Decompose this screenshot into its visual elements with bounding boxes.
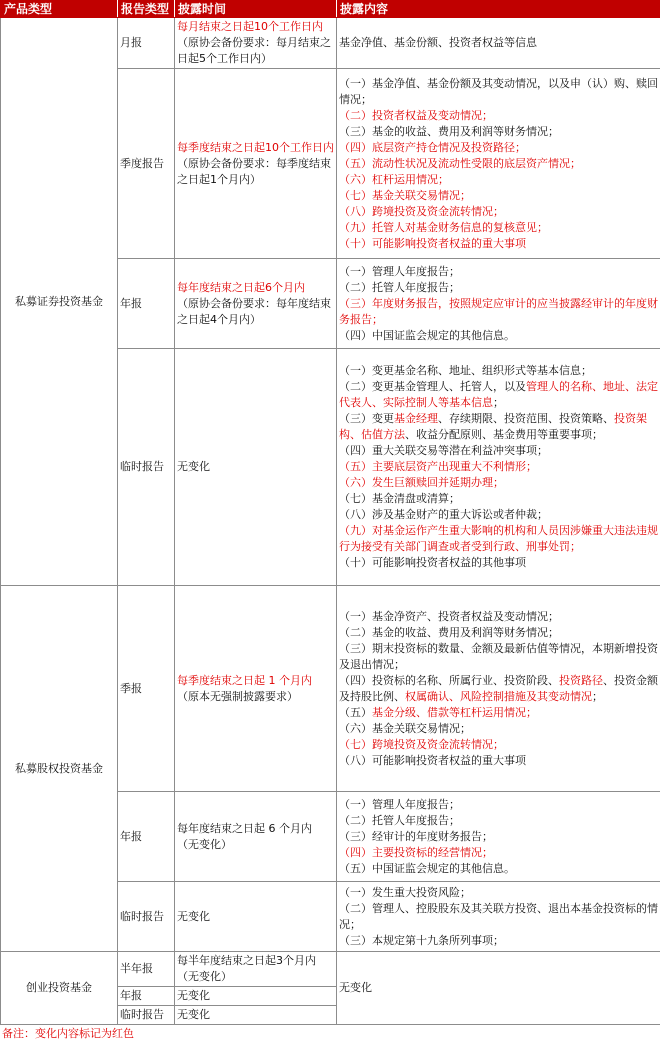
text-line: （三）基金的收益、费用及利润等财务情况； — [339, 124, 658, 140]
text-segment: 权属确认、风险控制措施及其变动情况 — [405, 690, 592, 703]
text-line: （七）基金关联交易情况； — [339, 188, 658, 204]
disclosure-time-cell — [175, 349, 337, 586]
text-line: （三）本规定第十九条所列事项； — [339, 933, 658, 949]
text-segment: （八）涉及基金财产的重大诉讼或者仲裁； — [339, 508, 548, 521]
text-segment: 投资路径 — [559, 674, 603, 687]
text-line: 每年度结束之日起6个月内 — [177, 280, 334, 296]
report-type-cell: 月报 — [118, 18, 175, 69]
text-line — [339, 753, 658, 769]
footnote: 备注：变化内容标记为红色 — [0, 1025, 660, 1043]
report-type-cell: 临时报告 — [118, 882, 175, 952]
disclosure-content-cell — [337, 69, 660, 259]
text-segment: 管理人的名称、地址、法定代表人、实际控制人等基本信息 — [339, 380, 658, 409]
text-line: （三）经审计的年度财务报告； — [339, 829, 658, 845]
disclosure-content-cell — [337, 349, 660, 586]
text-line: （四）底层资产持仓情况及投资路径； — [339, 140, 658, 156]
report-type-cell: 季度报告 — [118, 69, 175, 259]
report-type-cell: 年报 — [118, 259, 175, 349]
text-segment: （一）变更基金名称、地址、组织形式等基本信息； — [339, 364, 592, 377]
text-line: 每季度结束之日起10个工作日内 — [177, 140, 334, 156]
product-securities-fund: 私募证券投资基金 — [1, 18, 118, 586]
text-line: （一）管理人年度报告； — [339, 797, 658, 813]
text-segment: 基金分级、借款等杠杆运用情况； — [372, 706, 537, 719]
disclosure-content-cell — [337, 882, 660, 952]
disclosure-content-cell: 无变化 — [337, 952, 660, 1025]
text-line — [339, 363, 658, 379]
text-segment: （五） — [339, 706, 372, 719]
text-segment: （二）基金的收益、费用及利润等财务情况； — [339, 626, 559, 639]
text-line: （二）管理人、控股股东及其关联方投资、退出本基金投资标的情况； — [339, 901, 658, 933]
text-line: （原协会备份要求：每月结束之日起5个工作日内） — [177, 35, 334, 67]
header-product-type: 产品类型 — [1, 1, 118, 18]
text-segment: （四）投资标的名称、所属行业、投资阶段、 — [339, 674, 559, 687]
disclosure-time-cell — [175, 1006, 337, 1025]
disclosure-content-cell — [337, 586, 660, 792]
text-line: （二）投资者权益及变动情况； — [339, 108, 658, 124]
disclosure-time-cell — [175, 882, 337, 952]
header-disclosure-time: 披露时间 — [175, 1, 337, 18]
text-line: 每季度结束之日起 1 个月内 — [177, 673, 334, 689]
text-line: （原协会备份要求：每年度结束之日起4个月内） — [177, 296, 334, 328]
text-segment: 、存续期限、投资范围、投资策略、 — [438, 412, 614, 425]
text-line: （十）可能影响投资者权益的重大事项 — [339, 236, 658, 252]
text-line: （一）基金净值、基金份额及其变动情况，以及申（认）购、赎回情况； — [339, 76, 658, 108]
text-line — [339, 459, 658, 475]
text-segment: 、投资金额及持股比例、 — [339, 674, 658, 703]
text-segment: （四）重大关联交易等潜在利益冲突事项； — [339, 444, 548, 457]
header-row — [1, 1, 660, 18]
disclosure-time-cell — [175, 259, 337, 349]
disclosure-time-cell — [175, 18, 337, 69]
text-line: （八）跨境投资及资金流转情况； — [339, 204, 658, 220]
text-segment: （六）基金关联交易情况； — [339, 722, 471, 735]
text-line: （原本无强制披露要求） — [177, 689, 334, 705]
text-segment: （十）可能影响投资者权益的其他事项 — [339, 556, 526, 569]
text-line — [339, 555, 658, 571]
text-segment: （三）期末投资标的数量、金额及最新估值等情况，本期新增投资及退出情况； — [339, 642, 658, 671]
text-segment: （六）发生巨额赎回并延期办理； — [339, 476, 504, 489]
report-type-cell: 年报 — [118, 792, 175, 882]
text-line: 无变化 — [177, 909, 334, 925]
text-line: 基金净值、基金份额、投资者权益等信息 — [339, 35, 658, 51]
text-line: （无变化） — [177, 969, 334, 985]
text-line: （五）流动性状况及流动性受限的底层资产情况； — [339, 156, 658, 172]
report-type-cell: 年报 — [118, 987, 175, 1006]
text-line: 无变化 — [177, 459, 334, 475]
text-segment: （一）基金净资产、投资者权益及变动情况； — [339, 610, 559, 623]
text-line: （六）杠杆运用情况； — [339, 172, 658, 188]
report-type-cell: 季报 — [118, 586, 175, 792]
text-segment: 、收益分配原则、基金费用等重要事项； — [405, 428, 603, 441]
disclosure-content-cell — [337, 18, 660, 69]
text-line: （三）年度财务报告，按照规定应审计的应当披露经审计的年度财务报告； — [339, 296, 658, 328]
text-line — [339, 609, 658, 625]
text-line — [339, 411, 658, 443]
text-segment: （九）对基金运作产生重大影响的机构和人员因涉嫌重大违法违规行为接受有关部门调查或者受到行政、刑事处罚； — [339, 524, 658, 553]
text-line: （原协会备份要求：每季度结束之日起1个月内） — [177, 156, 334, 188]
disclosure-time-cell — [175, 69, 337, 259]
text-segment: ； — [493, 396, 504, 409]
disclosure-content-cell — [337, 259, 660, 349]
text-line: 无变化 — [177, 1007, 334, 1023]
text-line — [339, 721, 658, 737]
table-row — [1, 952, 660, 987]
product-equity-fund: 私募股权投资基金 — [1, 586, 118, 952]
text-line — [339, 507, 658, 523]
text-line — [339, 625, 658, 641]
disclosure-content-cell — [337, 792, 660, 882]
product-venture-fund: 创业投资基金 — [1, 952, 118, 1025]
text-line: （四）中国证监会规定的其他信息。 — [339, 328, 658, 344]
text-segment: ； — [592, 690, 603, 703]
text-line: 每半年度结束之日起3个月内 — [177, 953, 334, 969]
text-line — [339, 475, 658, 491]
text-segment: （二）变更基金管理人、托管人，以及 — [339, 380, 526, 393]
text-line — [339, 641, 658, 673]
disclosure-time-cell — [175, 987, 337, 1006]
report-type-cell: 临时报告 — [118, 1006, 175, 1025]
text-line — [339, 673, 658, 705]
text-line: （一）管理人年度报告； — [339, 264, 658, 280]
text-segment: （八）可能影响投资者权益的重大事项 — [339, 754, 526, 767]
header-disclosure-content: 披露内容 — [337, 1, 660, 18]
text-segment: （五）主要底层资产出现重大不利情形； — [339, 460, 537, 473]
text-segment: （七）基金清盘或清算； — [339, 492, 460, 505]
disclosure-time-cell — [175, 952, 337, 987]
text-line: （四）主要投资标的经营情况； — [339, 845, 658, 861]
text-line: （二）托管人年度报告； — [339, 813, 658, 829]
table-row — [1, 586, 660, 792]
text-line — [339, 523, 658, 555]
text-line — [339, 443, 658, 459]
text-segment: 基金经理 — [394, 412, 438, 425]
text-line: （一）发生重大投资风险； — [339, 885, 658, 901]
text-line — [339, 491, 658, 507]
text-segment: （七）跨境投资及资金流转情况； — [339, 738, 504, 751]
text-line: 每年度结束之日起 6 个月内 — [177, 821, 334, 837]
header-report-type: 报告类型 — [118, 1, 175, 18]
report-type-cell: 半年报 — [118, 952, 175, 987]
text-line: （无变化） — [177, 837, 334, 853]
text-segment: 投资架构、估值方法 — [339, 412, 647, 441]
disclosure-time-cell — [175, 586, 337, 792]
text-line — [339, 379, 658, 411]
report-type-cell: 临时报告 — [118, 349, 175, 586]
text-line: 每月结束之日起10个工作日内 — [177, 19, 334, 35]
text-line: （二）托管人年度报告； — [339, 280, 658, 296]
text-line — [339, 737, 658, 753]
disclosure-time-cell — [175, 792, 337, 882]
text-line: （五）中国证监会规定的其他信息。 — [339, 861, 658, 877]
text-segment: （三）变更 — [339, 412, 394, 425]
text-line: 无变化 — [177, 988, 334, 1004]
text-line: （九）托管人对基金财务信息的复核意见； — [339, 220, 658, 236]
text-line — [339, 705, 658, 721]
table-row — [1, 18, 660, 69]
